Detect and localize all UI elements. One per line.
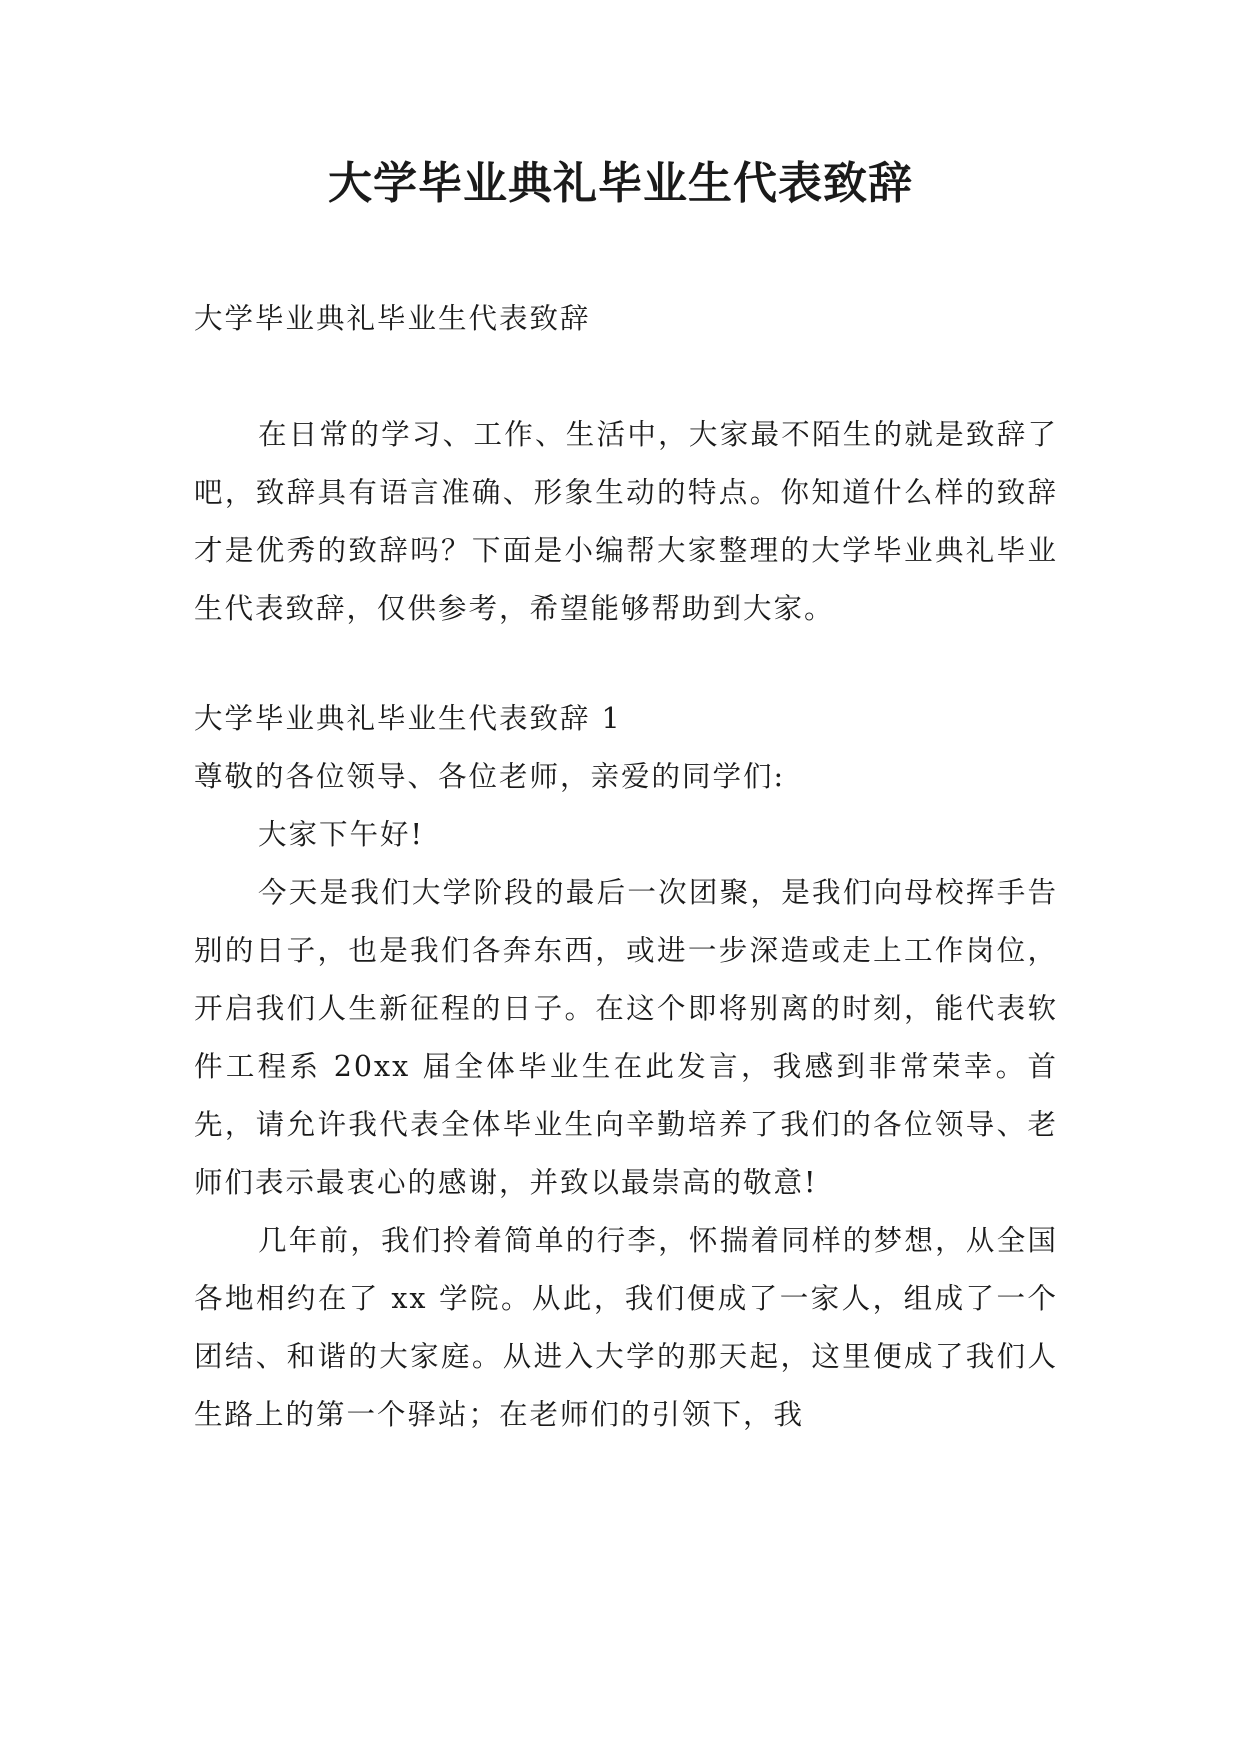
document-subtitle: 大学毕业典礼毕业生代表致辞 bbox=[194, 302, 591, 335]
body-paragraph-2: 几年前，我们拎着简单的行李，怀揣着同样的梦想，从全国各地相约在了 xx 学院。从此，我们便成了一家人，组成了一个团结、和谐的大家庭。从进入大学的那天起，这里便成了我们人生路上的第一个驿站；在老师们的引领下，我 bbox=[194, 1224, 1058, 1431]
document-title: 大学毕业典礼毕业生代表致辞 bbox=[328, 158, 913, 209]
document-body bbox=[194, 290, 1058, 1444]
greeting: 大家下午好! bbox=[258, 818, 424, 851]
intro-paragraph: 在日常的学习、工作、生活中，大家最不陌生的就是致辞了吧，致辞具有语言准确、形象生动的特点。你知道什么样的致辞才是优秀的致辞吗？下面是小编帮大家整理的大学毕业典礼毕业生代表致辞，仅供参考，希望能够帮助到大家。 bbox=[194, 418, 1058, 625]
section-heading: 大学毕业典礼毕业生代表致辞 1 bbox=[194, 702, 622, 735]
salutation: 尊敬的各位领导、各位老师，亲爱的同学们: bbox=[194, 760, 786, 793]
body-paragraph-1: 今天是我们大学阶段的最后一次团聚，是我们向母校挥手告别的日子，也是我们各奔东西，或进一步深造或走上工作岗位，开启我们人生新征程的日子。在这个即将别离的时刻，能代表软件工程系 20xx 届全体毕业生在此发言，我感到非常荣幸。首先，请允许我代表全体毕业生向辛勤培养了我们的各位领导、老师们表示最衷心的感谢，并致以最崇高的敬意! bbox=[194, 876, 1058, 1199]
